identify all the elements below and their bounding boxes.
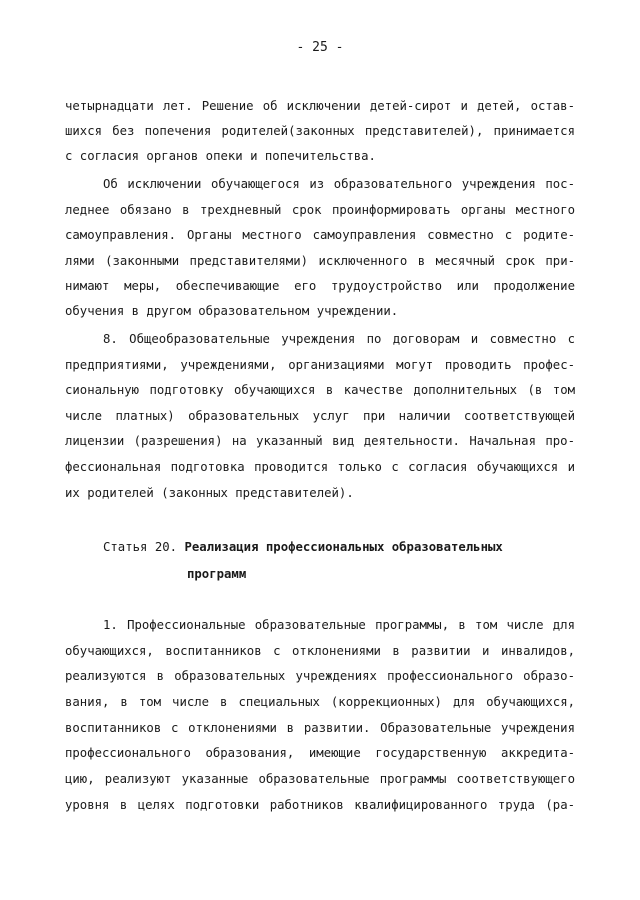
paragraph-line: с согласия органов опеки и попечительства. (65, 149, 376, 163)
paragraph-line: их родителей (законных представителей). (65, 486, 354, 500)
paragraph-line: числе платных) образовательных услуг при наличии соответствующей (65, 409, 575, 423)
article-title-continuation: программ (187, 567, 247, 581)
paragraph-line: нимают меры, обеспечивающие его трудоустройство или продолжение (65, 279, 575, 293)
paragraph-line: профессионального образования, имеющие государственную аккредита- (65, 746, 575, 760)
paragraph-line: 8. Общеобразовательные учреждения по договорам и совместно с (103, 332, 575, 346)
paragraph-line: фессиональная подготовка проводится только с согласия обучающихся и (65, 460, 575, 474)
paragraph-line: воспитанников с отклонениями в развитии. Образовательные учреждения (65, 721, 575, 735)
paragraph-line: леднее обязано в трехдневный срок проинформировать органы местного (65, 203, 575, 217)
paragraph-line: цию, реализуют указанные образовательные программы соответствующего (65, 772, 575, 786)
paragraph-line: уровня в целях подготовки работников квалифицированного труда (ра- (65, 798, 575, 812)
paragraph-line: лями (законными представителями) исключенного в месячный срок при- (65, 254, 575, 268)
paragraph-line: сиональную подготовку обучающихся в качестве дополнительных (в том (65, 383, 575, 397)
paragraph-line: реализуются в образовательных учреждениях профессионального образо- (65, 669, 575, 683)
article-heading (103, 537, 503, 557)
paragraph-line: вания, в том числе в специальных (коррекционных) для обучающихся, (65, 695, 575, 709)
article-title: Реализация профессиональных образовательных (184, 540, 503, 554)
paragraph-line: Об исключении обучающегося из образовательного учреждения пос- (103, 177, 575, 191)
paragraph-line: обучающихся, воспитанников с отклонениями в развитии и инвалидов, (65, 644, 575, 658)
paragraph-line: четырнадцати лет. Решение об исключении детей-сирот и детей, остав- (65, 99, 575, 113)
article-label: Статья 20. (103, 540, 178, 554)
paragraph-line: самоуправления. Органы местного самоуправления совместно с родите- (65, 228, 575, 242)
paragraph-line: шихся без попечения родителей(законных представителей), принимается (65, 124, 575, 138)
paragraph-line: предприятиями, учреждениями, организациями могут проводить профес- (65, 358, 575, 372)
page-number: - 25 - (296, 40, 344, 55)
paragraph-line: лицензии (разрешения) на указанный вид деятельности. Начальная про- (65, 434, 575, 448)
paragraph-line: обучения в другом образовательном учреждении. (65, 304, 399, 318)
paragraph-line: 1. Профессиональные образовательные программы, в том числе для (103, 618, 575, 632)
